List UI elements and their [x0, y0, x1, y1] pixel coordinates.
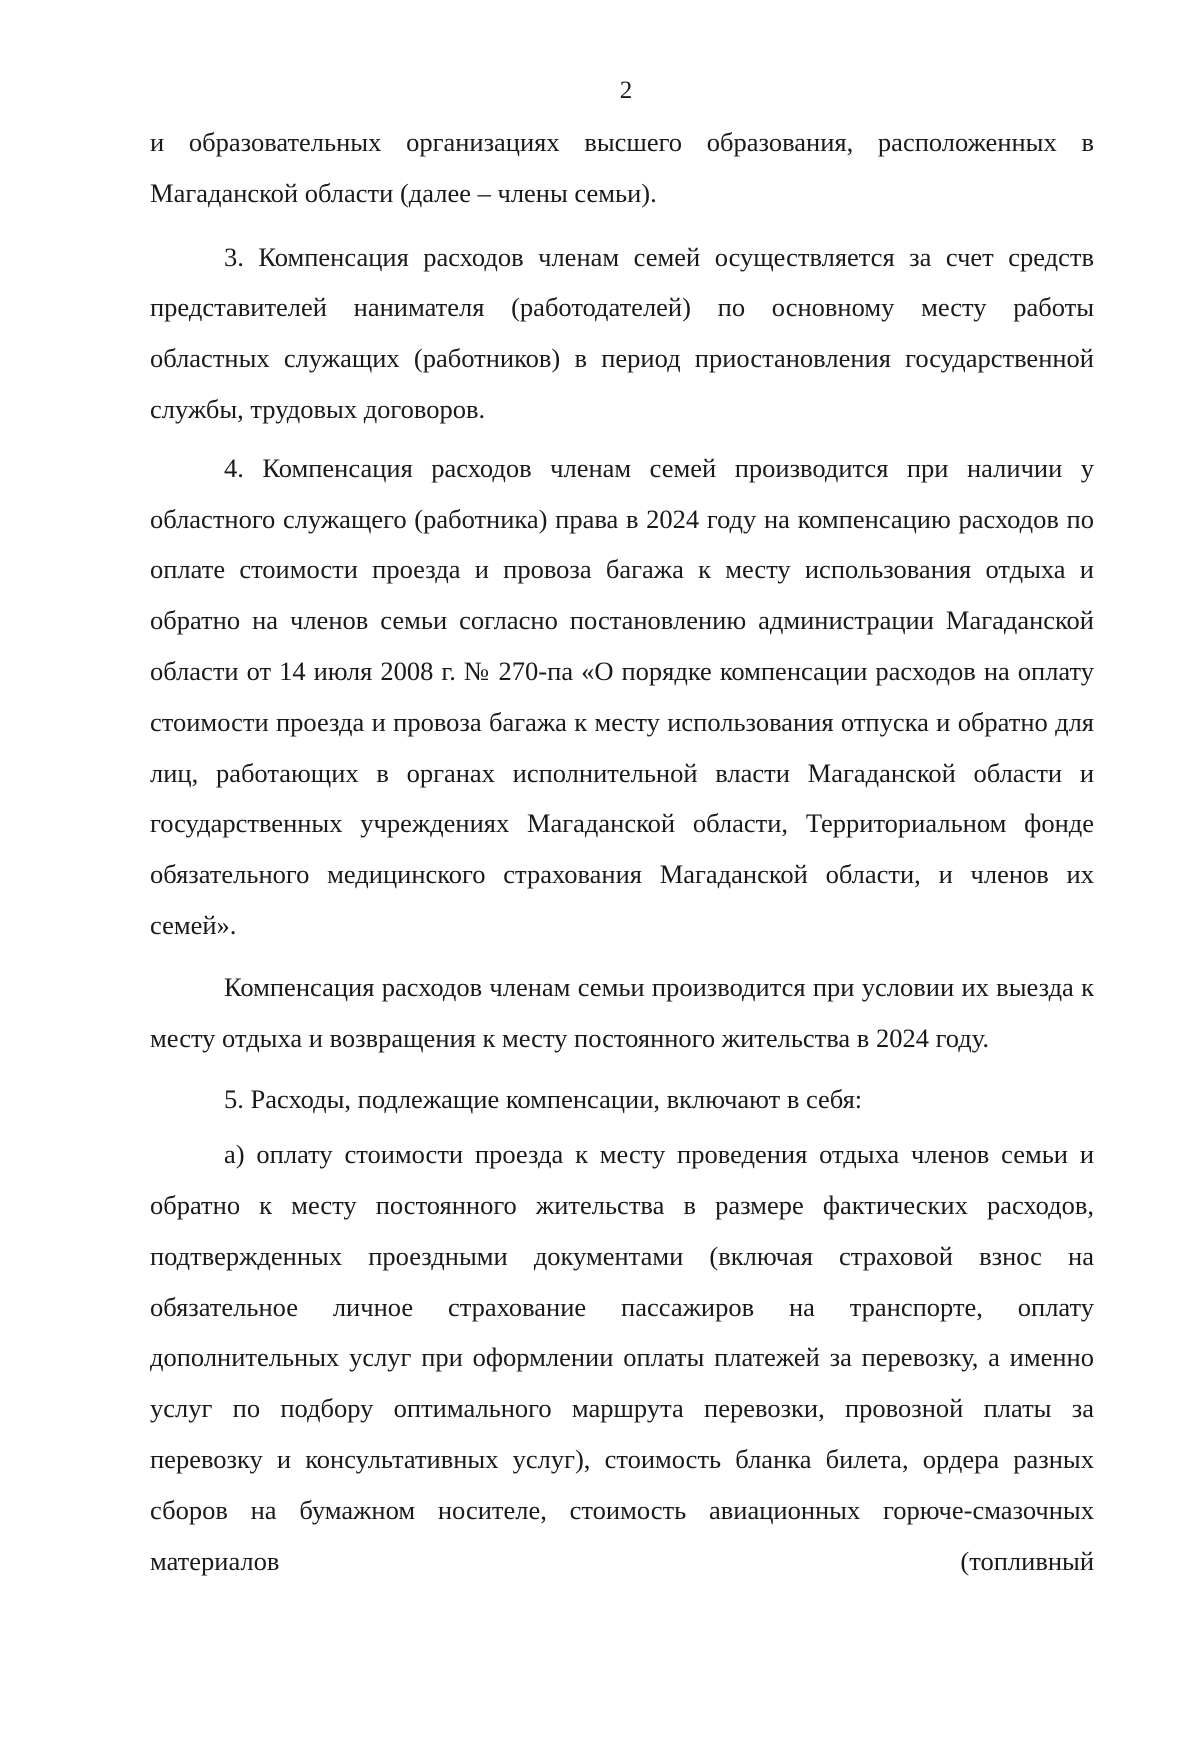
paragraph-item-4-condition: Компенсация расходов членам семьи производится при условии их выезда к месту отдыха и возвращения к месту постоянного жительства в 2024 году.	[150, 971, 1094, 1053]
paragraph-item-5: 5. Расходы, подлежащие компенсации, включают в себя:	[224, 1084, 863, 1115]
page-number: 2	[619, 77, 633, 104]
paragraph-continuation: и образовательных организациях высшего образования, расположенных в Магаданской области (далее – члены семьи).	[150, 127, 1094, 208]
paragraph-item-3: 3. Компенсация расходов членам семей осуществляется за счет средств представителей нанимателя (работодателей) по основному месту работы областных служащих (работников) в период приостановления государственной службы, трудовых договоров.	[150, 241, 1094, 424]
document-body	[150, 117, 1094, 1586]
paragraph-item-5a: а) оплату стоимости проезда к месту проведения отдыха членов семьи и обратно к месту постоянного жительства в размере фактических расходов, подтвержденных проездными документами (включая страховой взнос на обязательное личное страхование пассажиров на транспорте, оплату дополнительных услуг при оформлении оплаты платежей за перевозку, а именно услуг по подбору оптимального маршрута перевозки, провозной платы за перевозку и консультативных услуг), стоимость бланка билета, ордера разных сборов на бумажном носителе, стоимость авиационных горюче-смазочных материалов (топливный	[150, 1139, 1094, 1576]
paragraph-item-4: 4. Компенсация расходов членам семей производится при наличии у областного служащего (работника) права в 2024 году на компенсацию расходов по оплате стоимости проезда и провоза багажа к месту использования отдыха и обратно на членов семьи согласно постановлению администрации Магаданской области от 14 июля 2008 г. № 270-па «О порядке компенсации расходов на оплату стоимости проезда и провоза багажа к месту использования отпуска и обратно для лиц, работающих в органах исполнительной власти Магаданской области и государственных учреждениях Магаданской области, Территориальном фонде обязательного медицинского страхования Магаданской области, и членов их семей».	[150, 452, 1094, 940]
